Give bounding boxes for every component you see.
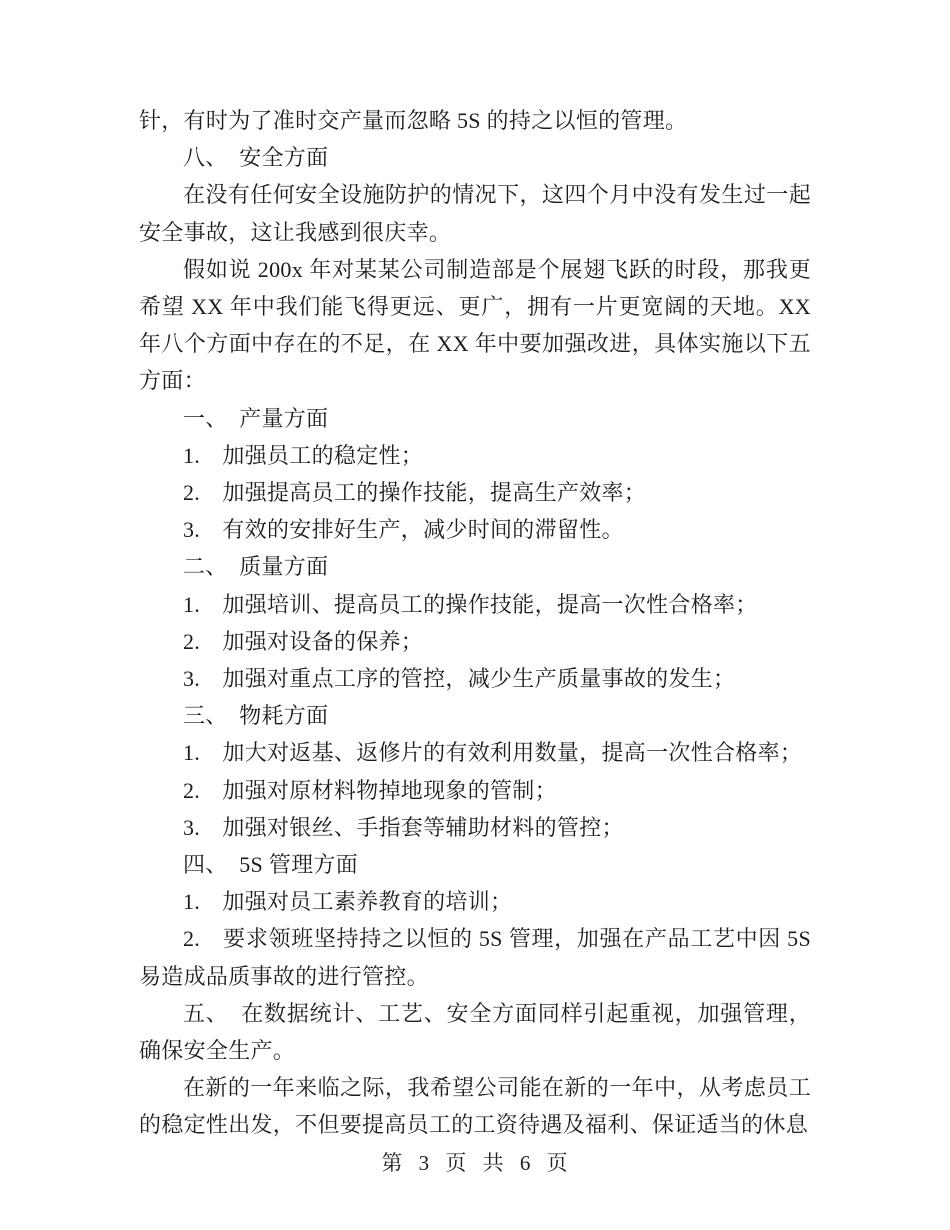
- numbered-item: 3. 加强对重点工序的管控，减少生产质量事故的发生；: [183, 666, 736, 692]
- body-paragraph: 假如说 200x 年对某某公司制造部是个展翅飞跃的时段，那我更希望 XX 年中我们能飞得更远、更广，拥有一片更宽阔的天地。XX 年八个方面中存在的不足，在 XX 年中要加强改进，具体实施以下五方面：: [139, 256, 817, 394]
- numbered-item: 3. 加强对银丝、手指套等辅助材料的管控；: [183, 814, 624, 840]
- body-paragraph: 针，有时为了准时交产量而忽略 5S 的持之以恒的管理。: [139, 108, 688, 133]
- numbered-item: 3. 有效的安排好生产，减少时间的滞留性。: [183, 517, 624, 543]
- numbered-item: 1. 加强员工的稳定性；: [183, 442, 424, 468]
- numbered-item: 1. 加大对返基、返修片的有效利用数量，提高一次性合格率；: [183, 740, 803, 766]
- section-heading: 八、 安全方面: [183, 145, 329, 171]
- numbered-item: 1. 加强培训、提高员工的操作技能，提高一次性合格率；: [183, 591, 758, 617]
- page-number-text: 第 3 页 共 6 页: [381, 1151, 569, 1175]
- section-heading: 五、 在数据统计、工艺、安全方面同样引起重视，加强管理，确保安全生产。: [139, 1000, 811, 1064]
- body-paragraph: 在新的一年来临之际，我希望公司能在新的一年中，从考虑员工的稳定性出发，不但要提高员工的工资待遇及福利、保证适当的休息: [139, 1075, 811, 1138]
- body-paragraph: 在没有任何安全设施防护的情况下，这四个月中没有发生过一起安全事故，这让我感到很庆幸。: [139, 182, 811, 245]
- section-heading: 三、 物耗方面: [183, 703, 329, 729]
- numbered-item: 1. 加强对员工素养教育的培训；: [183, 889, 513, 915]
- section-heading: 一、 产量方面: [183, 405, 329, 431]
- numbered-item: 2. 加强对设备的保养；: [183, 628, 424, 654]
- numbered-item: 2. 要求领班坚持持之以恒的 5S 管理，加强在产品工艺中因 5S 易造成品质事故的进行管控。: [139, 926, 817, 989]
- numbered-item: 2. 加强提高员工的操作技能，提高生产效率；: [183, 480, 647, 506]
- document-content: [139, 102, 817, 1144]
- section-heading: 四、 5S 管理方面: [183, 852, 359, 878]
- section-heading: 二、 质量方面: [183, 554, 329, 580]
- page-footer: [0, 1147, 950, 1177]
- numbered-item: 2. 加强对原材料物掉地现象的管制；: [183, 777, 557, 803]
